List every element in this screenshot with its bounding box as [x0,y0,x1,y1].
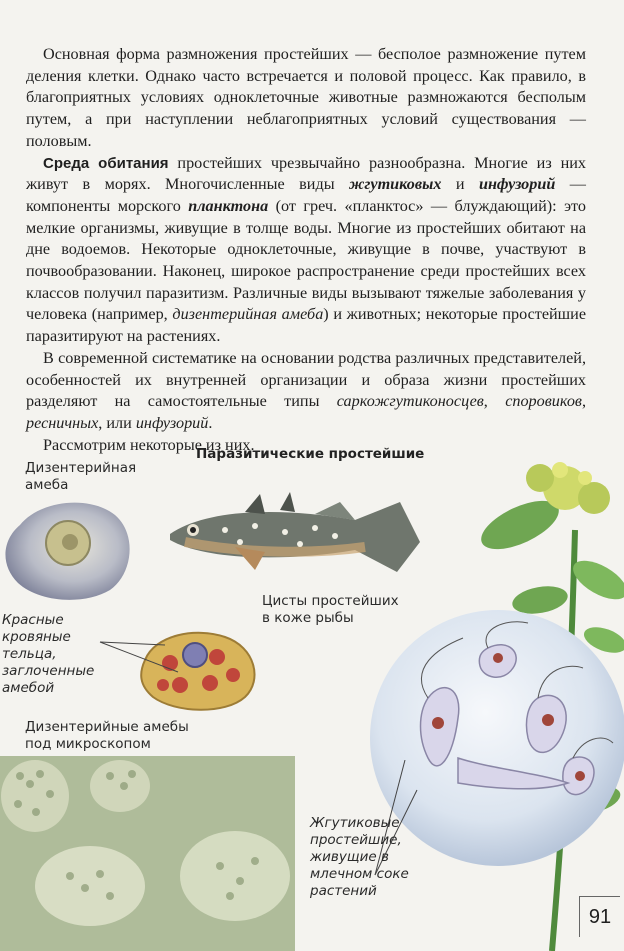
term-habitat: Среда обитания [43,154,169,172]
text-run: В современной систематике на основании родства различных представителей, особенностей их внутренней организации и образа жизни простейших разделяют на самостоятельные типы [26,348,586,411]
text-run: и [441,175,479,194]
term-flagellates: жгутиковых [349,175,442,194]
text-run: простейших чрезвычайно разнообразна. Многие из них живут в морях. Многочисленные виды [26,153,586,194]
figure-title: Паразитические простейшие [196,446,425,462]
term-ciliates: ресничных [26,413,99,432]
term-sarcomastigophora: саркожгутиконосцев [336,392,484,411]
caption-microscope: Дизентерийные амебы под микроскопом [25,719,189,752]
text-run: , или [98,413,136,432]
text-run: (от греч. «планктос» — блуждающий): это мелкие организмы, живущие в толще воды. Многие из простейших обитают на дне водоемов. Некоторые одноклеточные, живущие в почве, участвуют в почвообразовании. Наконец, широкое распространение среди простейших всех классов получил паразитизм. Различные виды вызывают тяжелые заболевания у человека (например, [26,196,587,324]
caption-blood-cells: Красные кровяные тельца, заглоченные амебой [2,612,95,696]
caption-amoeba: Дизентерийная амеба [25,460,137,493]
amoeba-illustration [0,495,140,605]
caption-flagellates: Жгутиковые простейшие, живущие в млечном соке растений [310,815,409,899]
paragraph-reproduction: Основная форма размножения простейших — бесполое размножение путем деления клетки. Однако часто встречается и половой процесс. Как правило, в благоприятных условиях одноклеточные животные размножаются бесполым путем, а при наступлении неблагоприятных условий существования — половым. [26,45,586,150]
text-run: . [208,413,213,432]
page-number: 91 [579,896,620,937]
fish-illustration [165,492,435,582]
term-infusoria: инфузорий [478,175,556,194]
caption-cysts: Цисты простейших в коже рыбы [262,593,399,626]
paragraph-consider: Рассмотрим некоторые из них. [43,435,255,454]
term-infusoria-2: инфузорий [135,413,209,432]
term-dysentery-amoeba: дизентерийная амеба [172,305,324,324]
text-run: ) и животных; некоторые простейшие паразитируют на растениях. [26,305,586,346]
term-sporozoa: споровиков [505,392,582,411]
text-run: , [581,392,586,411]
term-plankton: планктона [188,196,269,215]
microscope-photo [0,756,295,951]
text-run: — компоненты морского [26,175,586,215]
text-run: , [483,392,506,411]
